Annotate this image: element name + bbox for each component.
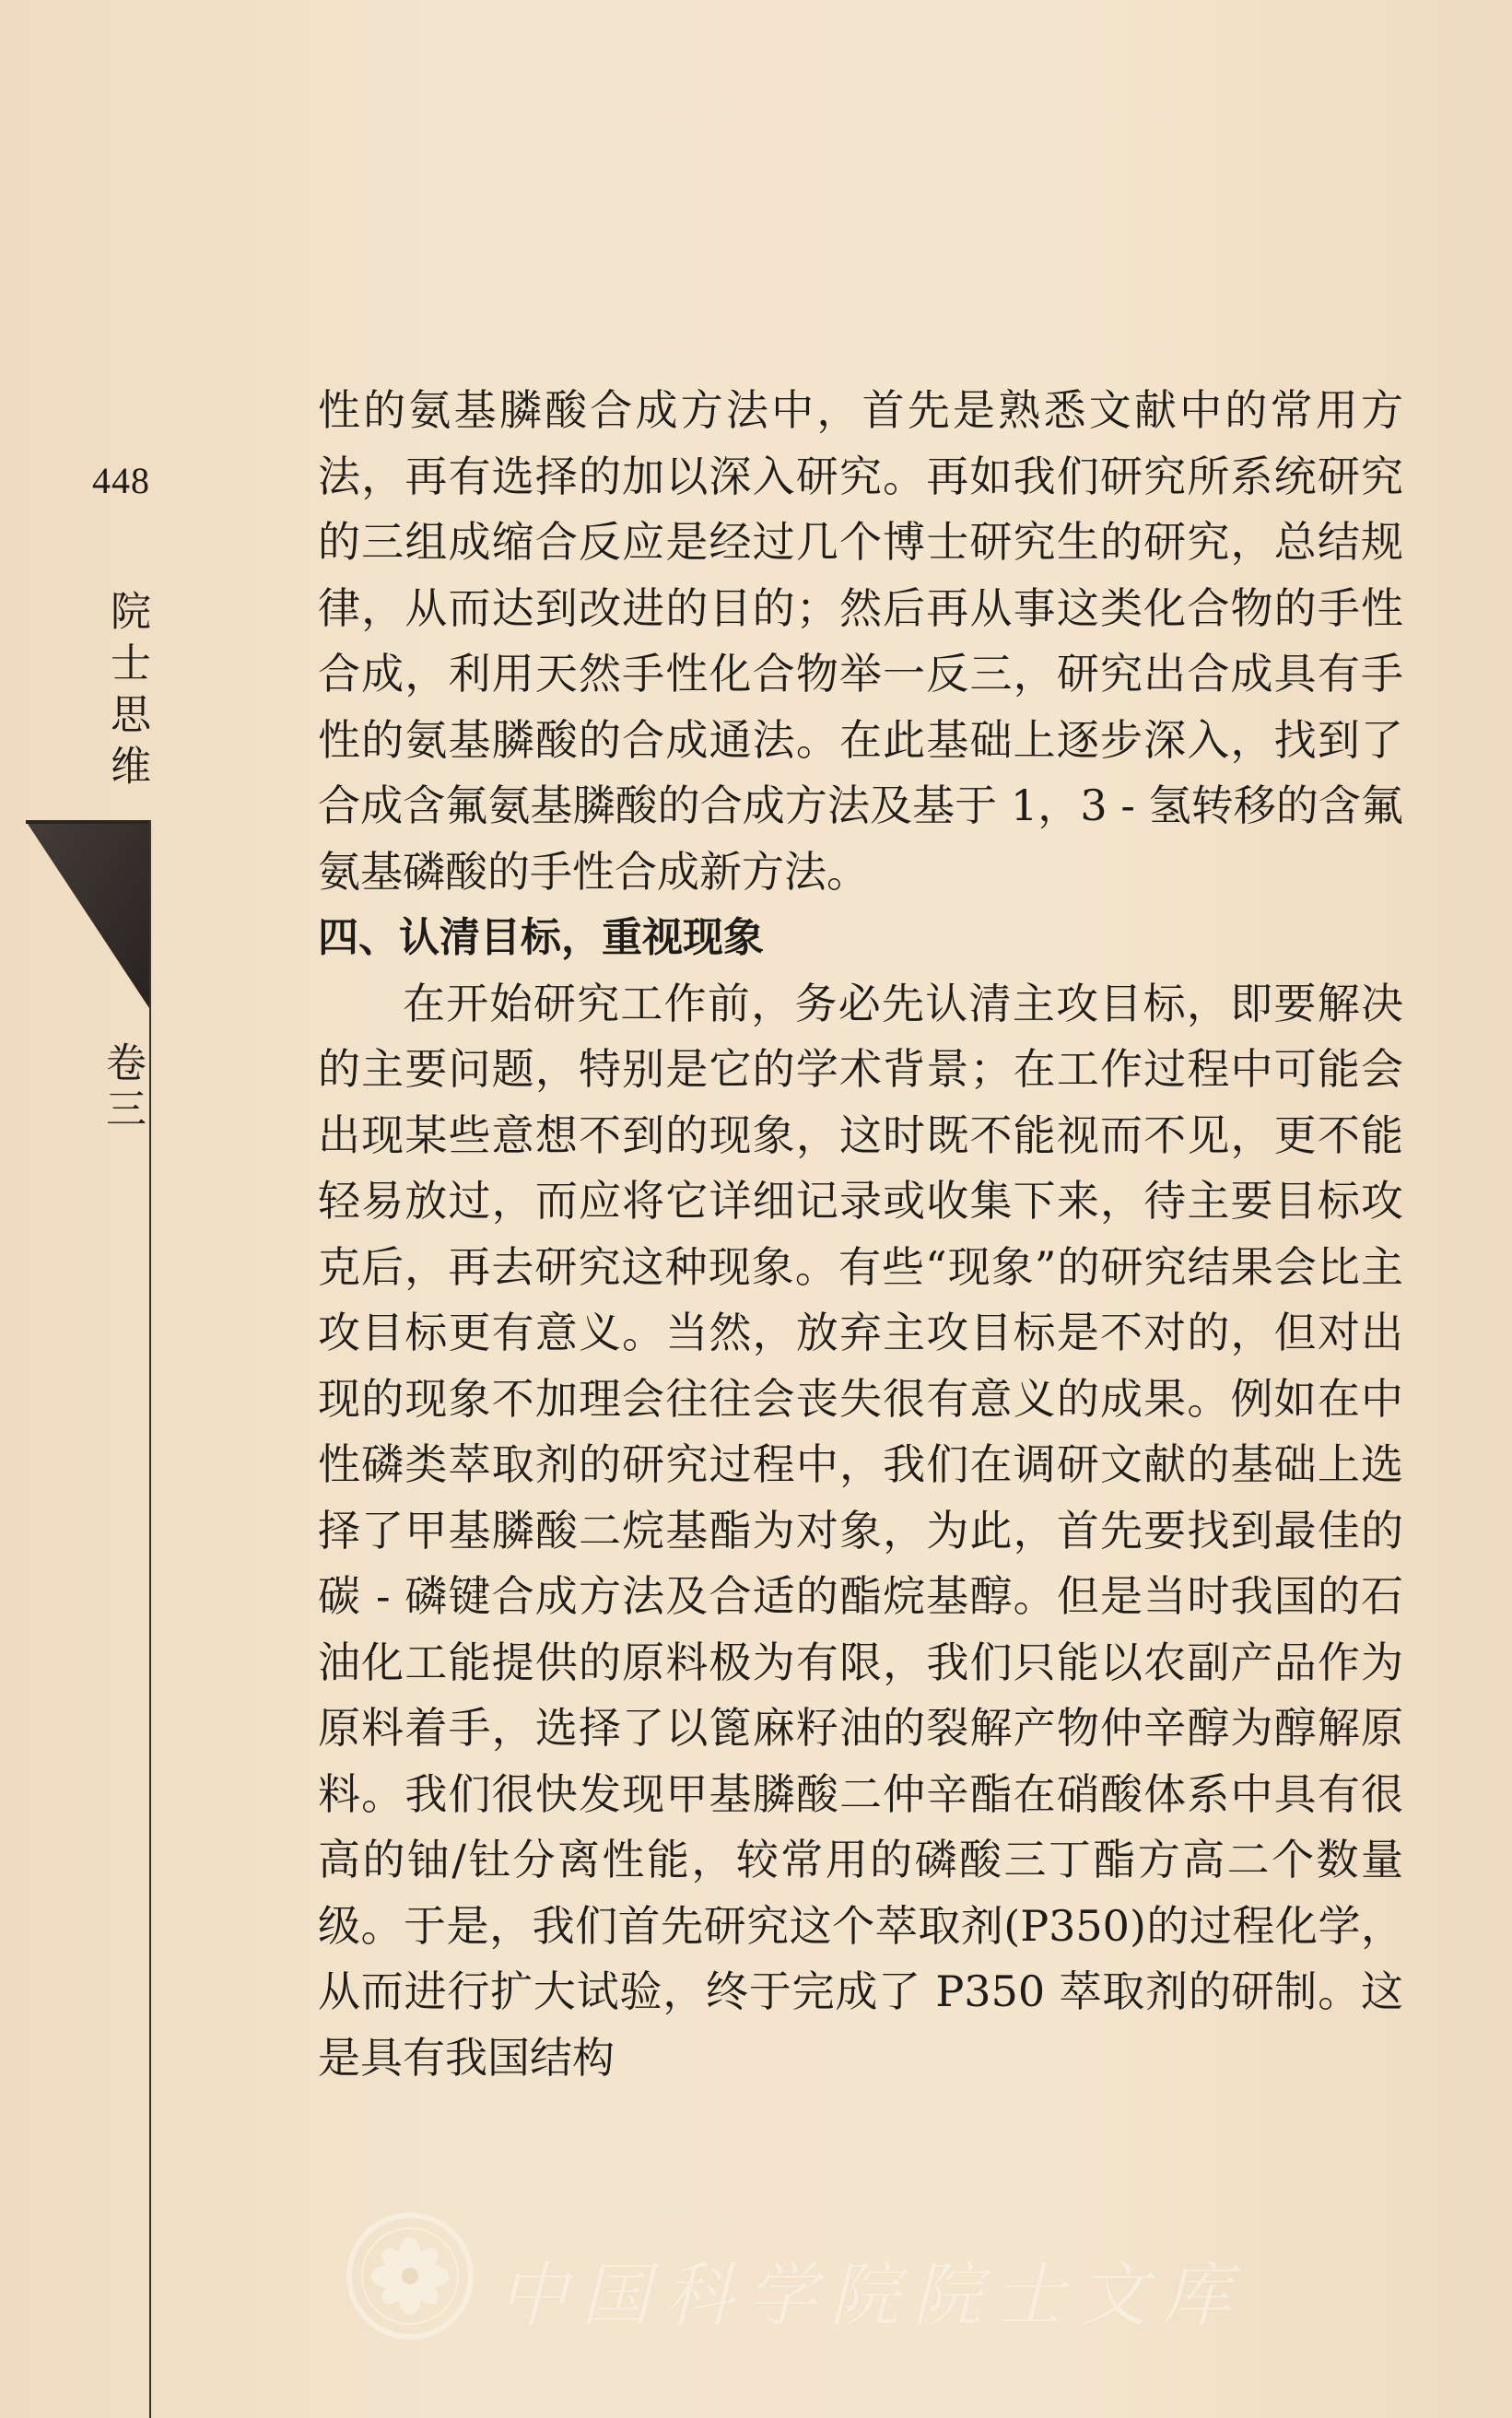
paragraph: 在开始研究工作前，务必先认清主攻目标，即要解决的主要问题，特别是它的学术背景；在工作过程中可能会出现某些意想不到的现象，这时既不能视而不见，更不能轻易放过，而应将它详细记录或收集下来，待主要目标攻克后，再去研究这种现象。有些“现象”的研究结果会比主攻目标更有意义。当然，放弃主攻目标是不对的，但对出现的现象不加理会往往会丧失很有意义的成果。例如在中性磷类萃取剂的研究过程中，我们在调研文献的基础上选择了甲基膦酸二烷基酯为对象，为此，首先要找到最佳的碳 - 磷键合成方法及合适的酯烷基醇。但是当时我国的石油化工能提供的原料极为有限，我们只能以农副产品作为原料着手，选择了以篦麻籽油的裂解产物仲辛醇为醇解原料。我们很快发现甲基膦酸二仲辛酯在硝酸体系中具有很高的铀/钍分离性能，较常用的磷酸三丁酯方高二个数量级。于是，我们首先研究这个萃取剂(P350)的过程化学，从而进行扩大试验，终于完成了 P350 萃取剂的研制。这是具有我国结构	[318, 978, 1403, 2083]
running-head-series-title: 院士思维	[103, 590, 150, 796]
page-number: 448	[92, 460, 150, 501]
margin-wedge-ornament	[28, 824, 149, 1008]
running-head-volume-label: 卷三	[99, 1041, 146, 1133]
watermark	[346, 2212, 1244, 2350]
paragraph-continued: 性的氨基膦酸合成方法中，首先是熟悉文献中的常用方法，再有选择的加以深入研究。再如我们研究所系统研究的三组成缩合反应是经过几个博士研究生的研究，总结规律，从而达到改进的目的；然后再从事这类化合物的手性合成，利用天然手性化合物举一反三，研究出合成具有手性的氨基膦酸的合成通法。在此基础上逐步深入，找到了合成含氟氨基膦酸的合成方法及基于 1，3 - 氢转移的含氟氨基磷酸的手性合成新方法。	[318, 385, 1403, 897]
section-heading: 四、认清目标，重视现象	[318, 914, 764, 961]
cas-emblem-icon	[346, 2212, 475, 2341]
body-text	[318, 378, 1403, 2091]
margin-rule-vertical	[149, 820, 151, 2418]
watermark-text: 中国科学院院士文库	[498, 2254, 1244, 2336]
